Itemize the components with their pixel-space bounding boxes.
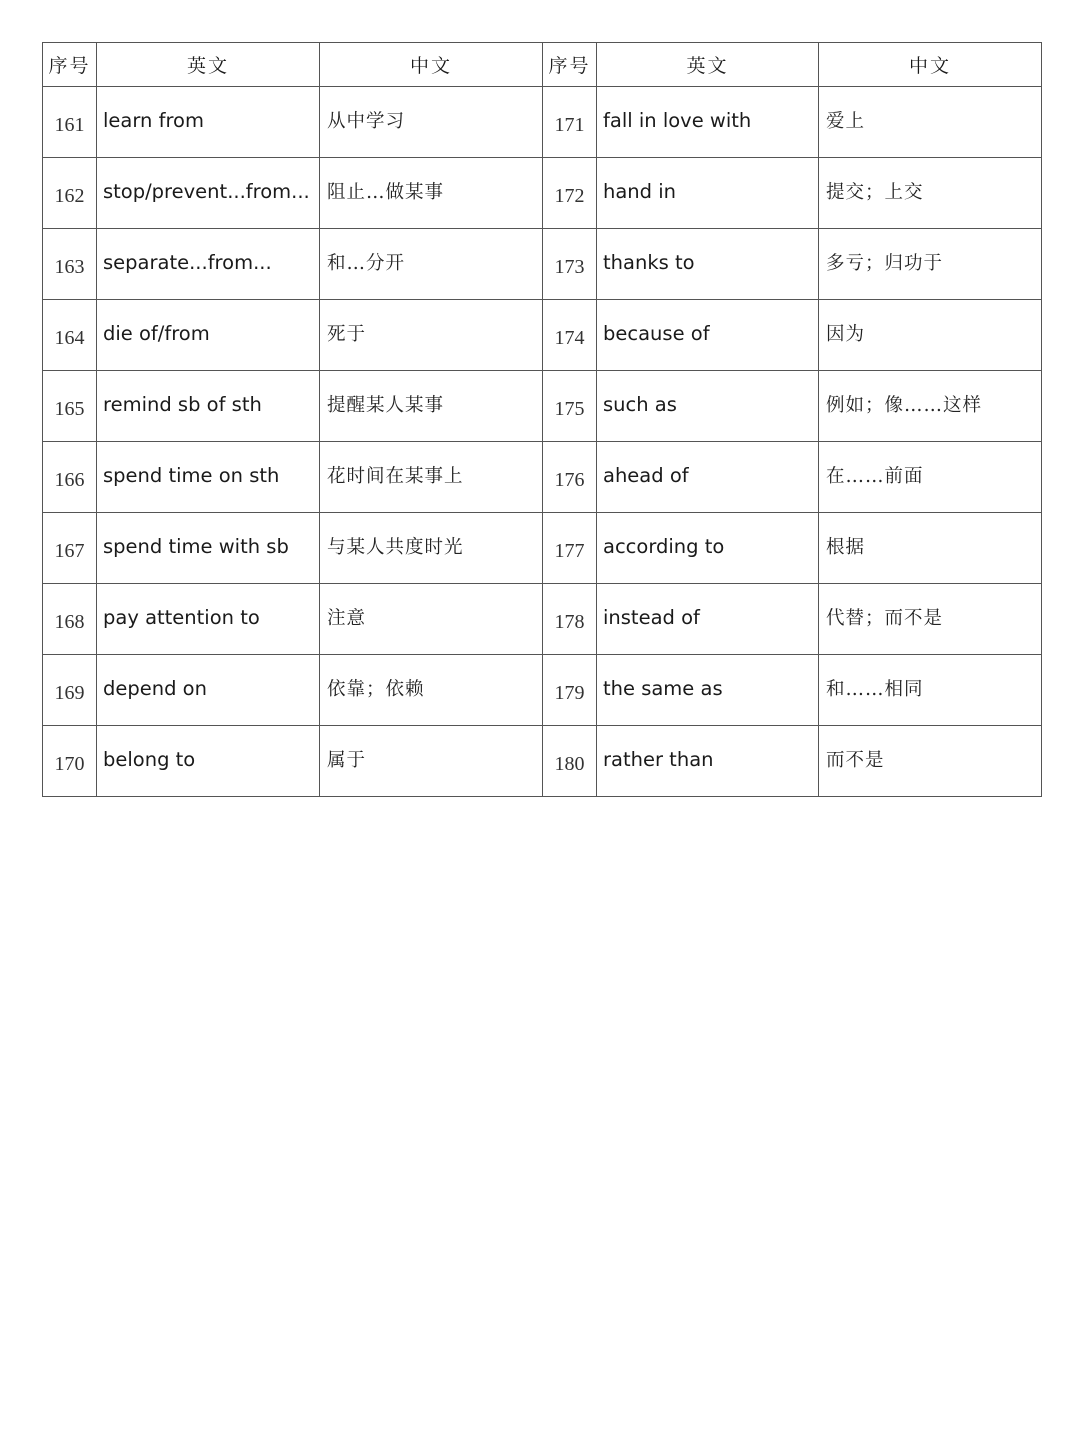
chinese-meaning-text: 而不是 [826,750,885,771]
table-row [43,158,1042,229]
chinese-meaning-cell [320,229,543,300]
chinese-meaning-text: 从中学习 [327,111,406,132]
chinese-meaning-cell [819,513,1042,584]
row-number-text: 161 [54,113,85,136]
row-number-cell [43,655,97,726]
chinese-meaning-text: 例如；像……这样 [826,395,983,416]
table-row [43,726,1042,797]
chinese-meaning-cell [819,300,1042,371]
english-phrase-text: remind sb of sth [103,392,262,416]
english-phrase-cell [97,300,320,371]
english-phrase-cell [97,158,320,229]
row-number-cell [543,513,597,584]
english-phrase-text: the same as [603,676,723,700]
header-english: 英文 [597,43,819,87]
chinese-meaning-text: 根据 [826,537,866,558]
english-phrase-cell [97,655,320,726]
chinese-meaning-text: 爱上 [826,111,866,132]
row-number-text: 169 [54,681,85,704]
row-number-cell [43,229,97,300]
table-row [43,655,1042,726]
english-phrase-cell [97,371,320,442]
row-number-text: 165 [54,397,85,420]
chinese-meaning-text: 多亏；归功于 [826,253,944,274]
english-phrase-cell [97,584,320,655]
chinese-meaning-cell [320,513,543,584]
english-phrase-text: spend time on sth [103,463,280,487]
english-phrase-text: spend time with sb [103,534,289,558]
english-phrase-cell [597,442,819,513]
chinese-meaning-text: 依靠；依赖 [327,679,425,700]
row-number-cell [543,442,597,513]
table-header-row [43,43,1042,87]
header-english: 英文 [97,43,320,87]
row-number-cell [43,513,97,584]
english-phrase-text: die of/from [103,321,210,345]
row-number-text: 177 [554,539,585,562]
english-phrase-cell [97,229,320,300]
row-number-cell [543,87,597,158]
english-phrase-cell [97,726,320,797]
row-number-cell [543,158,597,229]
row-number-text: 178 [554,610,585,633]
english-phrase-cell [597,300,819,371]
english-phrase-text: ahead of [603,463,689,487]
header-num: 序号 [543,43,597,87]
chinese-meaning-text: 提交；上交 [826,182,924,203]
english-phrase-cell [97,513,320,584]
english-phrase-text: such as [603,392,677,416]
row-number-cell [543,655,597,726]
chinese-meaning-cell [819,158,1042,229]
row-number-text: 166 [54,468,85,491]
english-phrase-text: fall in love with [603,108,752,132]
row-number-cell [43,726,97,797]
chinese-meaning-text: 和…分开 [327,253,406,274]
english-phrase-text: rather than [603,747,714,771]
english-phrase-cell [597,655,819,726]
chinese-meaning-text: 代替；而不是 [826,608,944,629]
row-number-text: 171 [554,113,585,136]
english-phrase-cell [97,442,320,513]
table-row [43,229,1042,300]
row-number-text: 172 [554,184,585,207]
chinese-meaning-text: 花时间在某事上 [327,466,464,487]
english-phrase-text: belong to [103,747,196,771]
english-phrase-cell [597,584,819,655]
english-phrase-cell [597,158,819,229]
row-number-cell [43,442,97,513]
row-number-text: 174 [554,326,585,349]
row-number-cell [543,726,597,797]
english-phrase-text: thanks to [603,250,695,274]
chinese-meaning-cell [819,442,1042,513]
english-phrase-cell [597,229,819,300]
chinese-meaning-cell [819,726,1042,797]
chinese-meaning-cell [819,371,1042,442]
english-phrase-cell [97,87,320,158]
row-number-cell [43,87,97,158]
chinese-meaning-text: 和……相同 [826,679,924,700]
chinese-meaning-text: 在……前面 [826,466,924,487]
english-phrase-cell [597,87,819,158]
table-row [43,371,1042,442]
chinese-meaning-text: 属于 [327,750,367,771]
chinese-meaning-cell [819,584,1042,655]
header-chinese: 中文 [819,43,1042,87]
row-number-text: 170 [54,752,85,775]
chinese-meaning-text: 注意 [327,608,367,629]
chinese-meaning-text: 因为 [826,324,866,345]
chinese-meaning-cell [320,726,543,797]
row-number-cell [543,371,597,442]
chinese-meaning-cell [320,371,543,442]
header-chinese: 中文 [320,43,543,87]
row-number-text: 175 [554,397,585,420]
row-number-text: 162 [54,184,85,207]
english-phrase-text: pay attention to [103,605,260,629]
chinese-meaning-cell [320,300,543,371]
row-number-text: 179 [554,681,585,704]
table-row [43,513,1042,584]
table-row [43,584,1042,655]
row-number-text: 164 [54,326,85,349]
chinese-meaning-text: 死于 [327,324,367,345]
chinese-meaning-cell [320,442,543,513]
row-number-text: 167 [54,539,85,562]
english-phrase-text: hand in [603,179,677,203]
row-number-text: 180 [554,752,585,775]
english-phrase-text: instead of [603,605,700,629]
row-number-cell [43,158,97,229]
table-body [43,87,1042,797]
english-phrase-cell [597,513,819,584]
chinese-meaning-cell [819,655,1042,726]
vocabulary-table [42,42,1042,797]
row-number-text: 173 [554,255,585,278]
table-row [43,442,1042,513]
chinese-meaning-cell [819,229,1042,300]
chinese-meaning-cell [320,584,543,655]
header-num: 序号 [43,43,97,87]
row-number-text: 163 [54,255,85,278]
chinese-meaning-text: 提醒某人某事 [327,395,445,416]
row-number-text: 176 [554,468,585,491]
row-number-cell [43,371,97,442]
chinese-meaning-cell [819,87,1042,158]
row-number-cell [543,229,597,300]
row-number-cell [543,300,597,371]
english-phrase-text: because of [603,321,710,345]
row-number-cell [543,584,597,655]
english-phrase-text: stop/prevent...from... [103,179,310,203]
table-row [43,300,1042,371]
chinese-meaning-cell [320,158,543,229]
english-phrase-text: learn from [103,108,204,132]
chinese-meaning-cell [320,655,543,726]
english-phrase-text: depend on [103,676,207,700]
chinese-meaning-cell [320,87,543,158]
chinese-meaning-text: 阻止…做某事 [327,182,445,203]
row-number-text: 168 [54,610,85,633]
english-phrase-cell [597,371,819,442]
chinese-meaning-text: 与某人共度时光 [327,537,464,558]
table-row [43,87,1042,158]
english-phrase-cell [597,726,819,797]
row-number-cell [43,300,97,371]
english-phrase-text: separate...from... [103,250,272,274]
english-phrase-text: according to [603,534,725,558]
row-number-cell [43,584,97,655]
